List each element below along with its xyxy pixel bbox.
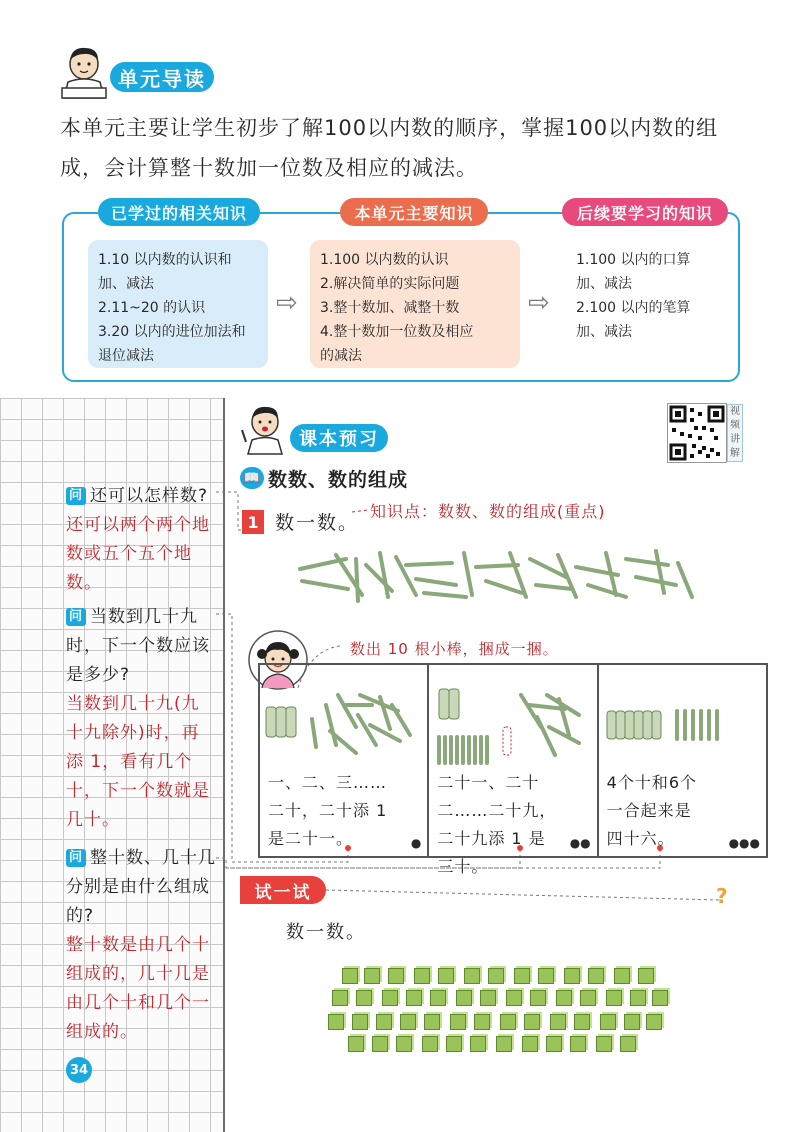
unit-guide-badge: 单元导读	[110, 62, 214, 92]
cube	[474, 1014, 490, 1030]
cube	[546, 1036, 562, 1052]
stick	[536, 585, 572, 589]
arrow-right-icon: ⇨	[528, 288, 550, 318]
cube	[348, 1036, 364, 1052]
cube	[652, 990, 668, 1006]
stick	[302, 581, 348, 589]
stick	[588, 585, 626, 597]
cube	[606, 990, 622, 1006]
qr-code[interactable]	[667, 403, 727, 463]
question-text: 还可以怎样数?	[90, 486, 209, 506]
stick	[416, 579, 456, 585]
counting-panel-text: 4个十和6个 一合起来是 四十六。	[606, 773, 698, 848]
stick	[380, 553, 388, 597]
cube	[332, 990, 348, 1006]
cube	[382, 990, 398, 1006]
exercise-title: 数一数。	[275, 512, 360, 534]
cube	[524, 1014, 540, 1030]
cube	[620, 1036, 636, 1052]
answer-text: 还可以两个两个地数或五个五个地数。	[66, 515, 210, 593]
stick	[476, 565, 518, 567]
stick	[678, 563, 692, 597]
cube	[614, 968, 630, 984]
question-icon: 问	[66, 849, 86, 867]
next-knowledge-tag: 后续要学习的知识	[562, 198, 728, 226]
cube	[446, 1036, 462, 1052]
cube	[588, 968, 604, 984]
cube	[488, 968, 504, 984]
cube	[376, 1014, 392, 1030]
video-explanation-label[interactable]: 视频讲解	[727, 404, 743, 462]
knowledge-point-note: 知识点：数数、数的组成(重点)	[370, 502, 606, 521]
counting-panel-2	[429, 665, 598, 876]
counting-panel-3	[599, 665, 766, 856]
main-knowledge-tag: 本单元主要知识	[340, 198, 488, 226]
stick	[636, 577, 676, 585]
counting-panel-text: 一、二、三…… 二十，二十添 1 是二十一。	[268, 773, 388, 848]
answer-text: 当数到几十九(九十九除外)时，再添 1，看有几个十，下一个数就是几十。	[66, 694, 210, 830]
cube	[400, 1014, 416, 1030]
cube	[424, 1014, 440, 1030]
cube	[456, 990, 472, 1006]
cube	[500, 1014, 516, 1030]
cube	[596, 1036, 612, 1052]
stick	[356, 559, 358, 601]
cube	[422, 1036, 438, 1052]
cube	[352, 1014, 368, 1030]
prior-knowledge-list: 1.10 以内数的认识和 加、减法 2.11~20 的认识 3.20 以内的进位加法和 退位减法	[88, 240, 268, 368]
dot-marker: ●●	[569, 836, 591, 850]
cube	[372, 1036, 388, 1052]
unit-intro-text: 本单元主要让学生初步了解100以内数的顺序，掌握100以内数的组成，会计算整十数加一位数及相应的减法。	[60, 116, 719, 180]
cube	[470, 1036, 486, 1052]
counting-panel-text: 二十一、二十 二……二十九， 二十九添 1 是 三十。	[437, 773, 557, 876]
textbook-preview-badge: 课本预习	[290, 424, 388, 452]
dot-marker: ●	[410, 836, 422, 850]
cube	[414, 968, 430, 984]
cube	[600, 1014, 616, 1030]
section-title: 数数、数的组成	[268, 469, 409, 491]
cube	[550, 1014, 566, 1030]
cube	[406, 990, 422, 1006]
stick	[656, 551, 664, 593]
question-text: 当数到几十九时，下一个数应该是多少?	[66, 607, 210, 685]
stick	[626, 559, 668, 565]
arrow-right-icon: ⇨	[276, 288, 298, 318]
cube	[328, 1014, 344, 1030]
cube	[514, 968, 530, 984]
question-mark-icon: ?	[716, 884, 728, 908]
scattered-sticks-illustration	[296, 545, 696, 607]
question-text: 整十数、几十几分别是由什么组成的?	[66, 848, 217, 926]
cube	[430, 990, 446, 1006]
page-number: 34	[66, 1057, 92, 1083]
next-knowledge-list: 1.100 以内的口算 加、减法 2.100 以内的笔算 加、减法	[576, 252, 691, 340]
cube	[538, 968, 554, 984]
exercise-number-badge: 1	[242, 510, 264, 534]
cube	[450, 1014, 466, 1030]
stick	[406, 563, 452, 565]
cube	[646, 1014, 662, 1030]
cube	[574, 1014, 590, 1030]
boy-waving-avatar	[240, 402, 290, 456]
counting-panel-1	[260, 665, 429, 856]
stick	[486, 581, 522, 593]
stick	[424, 593, 466, 597]
cube	[356, 990, 372, 1006]
cubes-illustration	[328, 954, 668, 1054]
cube	[496, 1036, 512, 1052]
cube	[638, 968, 654, 984]
answer-text: 整十数是由几个十组成的，几十几是由几个十和几个一组成的。	[66, 935, 210, 1042]
cube	[556, 990, 572, 1006]
cube	[630, 990, 646, 1006]
cube	[580, 990, 596, 1006]
cube	[364, 968, 380, 984]
cube	[438, 968, 454, 984]
main-knowledge-list: 1.100 以内数的认识 2.解决简单的实际问题 3.整十数加、减整十数 4.整十数加一位数及相应 的减法	[310, 240, 520, 368]
dot-marker: ●●●	[728, 836, 760, 850]
cube	[506, 990, 522, 1006]
cube	[624, 1014, 640, 1030]
cube	[570, 1036, 586, 1052]
cube	[396, 1036, 412, 1052]
stick	[464, 553, 472, 595]
cube	[480, 990, 496, 1006]
cube	[530, 990, 546, 1006]
question-icon: 问	[66, 487, 86, 505]
try-it-instruction: 数一数。	[286, 922, 366, 943]
prior-knowledge-tag: 已学过的相关知识	[98, 198, 260, 226]
cube	[388, 968, 404, 984]
cube	[522, 1036, 538, 1052]
cube	[564, 968, 580, 984]
question-icon: 问	[66, 608, 86, 626]
book-icon: 📖	[240, 467, 264, 489]
cube	[342, 968, 358, 984]
counting-panels	[258, 663, 768, 876]
girl-speech-note: 数出 10 根小棒，捆成一捆。	[350, 640, 559, 658]
cube	[464, 968, 480, 984]
try-it-badge: 试一试	[240, 876, 326, 904]
